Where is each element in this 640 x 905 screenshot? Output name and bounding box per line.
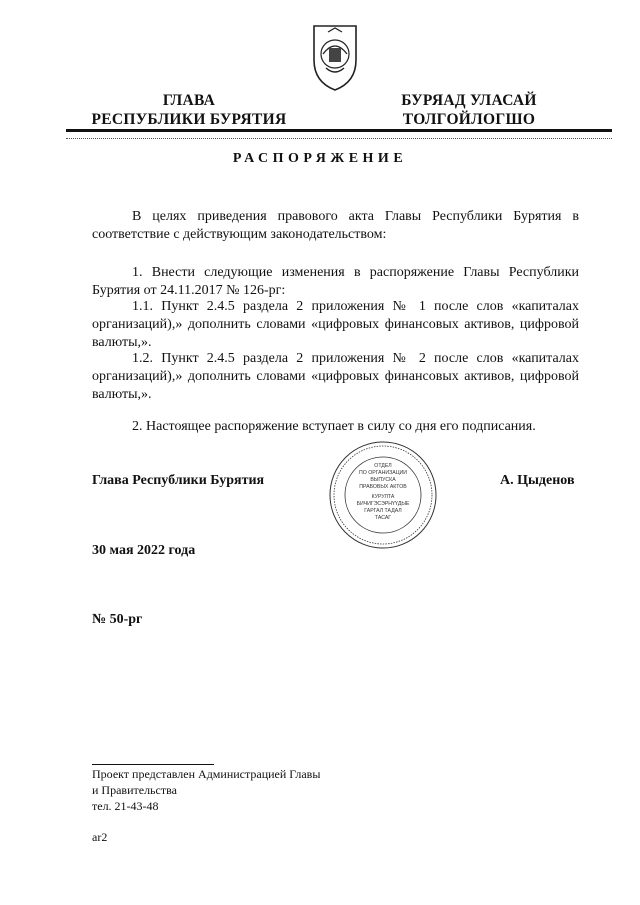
coat-of-arms-icon xyxy=(306,20,364,92)
preamble-paragraph: В целях приведения правового акта Главы Республики Бурятия в соответствие с действующим законодательством: xyxy=(92,209,579,242)
seal-line-4: ПРАВОВЫХ АКТОВ xyxy=(359,484,407,490)
seal-line-7: ГАРГАЛ ТАДАЛ xyxy=(364,508,402,514)
footer-divider xyxy=(92,764,214,765)
seal-line-1: ОТДЕЛ xyxy=(374,463,392,469)
header-left-line1: ГЛАВА xyxy=(162,92,216,109)
footer-line-3: тел. 21-43-48 xyxy=(92,799,159,813)
header-left xyxy=(86,91,292,129)
seal-line-5: КУРУЛТА xyxy=(371,494,395,500)
header-right-line2: ТОЛГОЙЛОГШО xyxy=(402,111,536,128)
signatory-position: Глава Республики Бурятия xyxy=(92,473,265,488)
header-right-line1: БУРЯАД УЛАСАЙ xyxy=(401,92,537,109)
item-1-2-paragraph: 1.2. Пункт 2.4.5 раздела 2 приложения № 2 после слов «капиталах организаций),» дополнить словами «цифровых финансовых активов, цифровой валюты,». xyxy=(92,351,579,402)
document-number: № 50-рг xyxy=(92,612,143,627)
footer-line-1: Проект представлен Администрацией Главы xyxy=(92,767,321,781)
footer-line-2: и Правительства xyxy=(92,783,177,797)
header-divider xyxy=(66,129,612,132)
item-1-1-paragraph: 1.1. Пункт 2.4.5 раздела 2 приложения № 1 после слов «капиталах организаций),» дополнить словами «цифровых финансовых активов, цифровой валюты,». xyxy=(92,299,579,350)
signatory-name: А. Цыденов xyxy=(500,473,575,488)
document-title: РАСПОРЯЖЕНИЕ xyxy=(232,151,408,166)
footer-code: ar2 xyxy=(92,830,108,844)
seal-line-8: ТАСАГ xyxy=(374,515,392,521)
header-left-line2: РЕСПУБЛИКИ БУРЯТИЯ xyxy=(91,111,287,128)
document-date: 30 мая 2022 года xyxy=(92,543,196,558)
official-seal-icon xyxy=(328,440,438,550)
seal-line-6: БИЧИГЭСЭРНҮҮДЫЕ xyxy=(356,501,410,507)
seal-line-2: ПО ОРГАНИЗАЦИИ xyxy=(359,470,407,476)
header-right xyxy=(386,91,552,129)
item-2-paragraph: 2. Настоящее распоряжение вступает в силу со дня его подписания. xyxy=(132,419,536,434)
header-dotted-divider xyxy=(66,138,612,139)
item-1-paragraph: 1. Внести следующие изменения в распоряжение Главы Республики Бурятия от 24.11.2017 № 126-рг: xyxy=(92,265,579,298)
seal-line-3: ВЫПУСКА xyxy=(370,477,396,483)
